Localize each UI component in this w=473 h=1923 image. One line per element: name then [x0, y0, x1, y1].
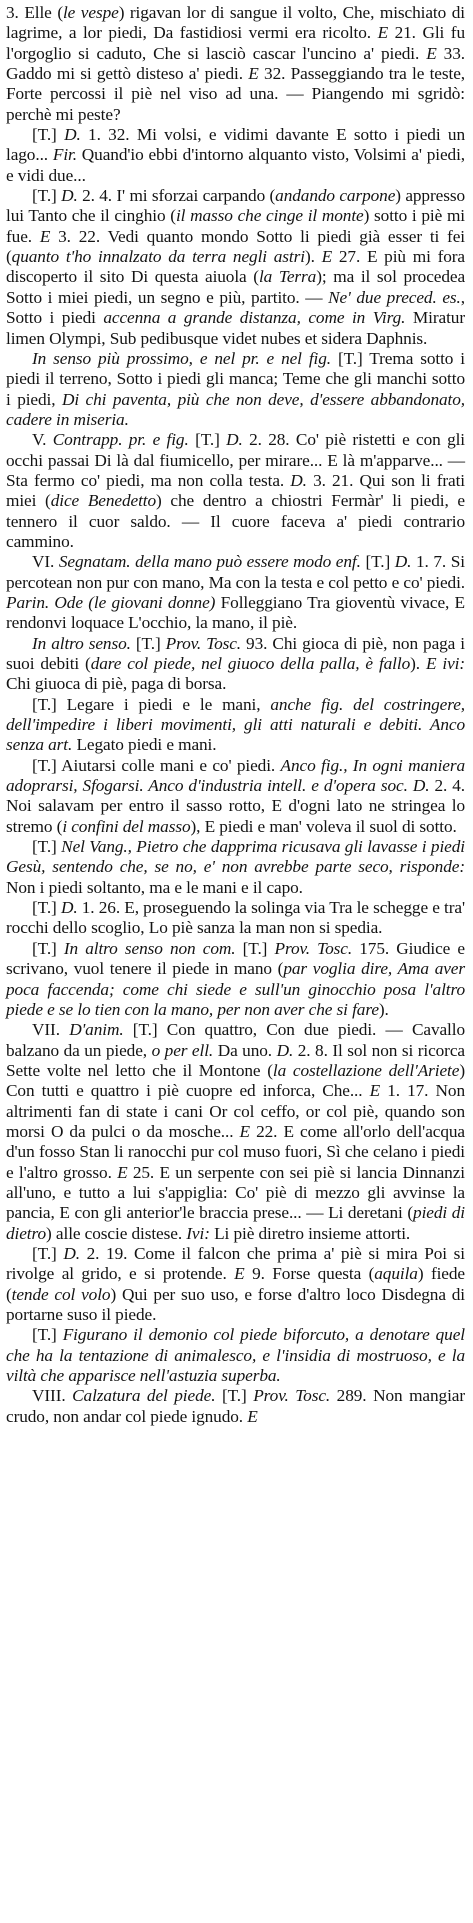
text-run: ) fiede ( — [6, 1264, 465, 1304]
italic-run: Ivi: — [186, 1223, 210, 1243]
italic-run: anche fig. del costringere, dell'impedire i liberi movimenti, gli atti naturali e debiti. Anco senza art. — [6, 694, 465, 755]
text-run: [T.] — [235, 938, 275, 958]
text-run: , Sotto i piedi — [6, 287, 465, 328]
text-run: 33. Gaddo mi si gettò disteso a' piedi. — [6, 43, 465, 84]
italic-run: D'anim. — [69, 1020, 124, 1040]
text-run: ) alle coscie distese. — [46, 1223, 187, 1243]
entry-paragraph — [6, 430, 465, 552]
italic-run: D. — [226, 430, 243, 450]
text-run: [T.] — [32, 938, 64, 958]
text-run: ); ma il sol procedea Sotto i miei piedi, un segno e più, partito. — — [6, 267, 466, 307]
text-run: VII. — [32, 1020, 70, 1040]
text-run: ) Con tutti e quattro i piè cuopre ed inforca, Che... — [6, 1060, 465, 1101]
text-run: ) appresso lui Tanto che il cinghio ( — [6, 186, 465, 226]
entry-paragraph — [6, 1325, 465, 1386]
entry-paragraph — [6, 1020, 465, 1244]
italic-run: In senso più prossimo, e nel pr. e nel fig. — [32, 348, 331, 368]
italic-run: Nel Vang., Pietro che dapprima ricusava gli lavasse i piedi Gesù, sentendo che, se no, e' non avrebbe parte seco, risponde: — [6, 837, 465, 877]
text-run: [T.] — [32, 1243, 64, 1263]
italic-run: Segnatam. della mano può essere modo enf. — [58, 552, 361, 572]
italic-run: la Terra — [258, 267, 317, 287]
text-run: [T.] — [32, 837, 62, 857]
text-run: 3. 21. Qui son li frati miei ( — [6, 470, 465, 511]
text-run: Miratur limen Olympi, Sub pedibusque videt nubes et sidera Daphnis. — [6, 308, 465, 348]
text-run: 2. 8. Il sol non si ricorca Sette volte nel letto che il Montone ( — [6, 1040, 465, 1080]
italic-run: Ne' due preced. es. — [328, 287, 461, 307]
text-run: Chi giuoca di piè, paga di borsa. — [6, 674, 227, 694]
entry-paragraph — [6, 756, 465, 837]
entry-paragraph — [6, 837, 465, 898]
italic-run: dare col piede, nel giuoco della palla, è fallo — [90, 654, 411, 673]
text-run: 21. Gli fu l'orgoglio si caduto, Che si lasciò cascar l'uncino a' piedi. — [6, 23, 465, 63]
italic-run: E — [239, 1121, 251, 1141]
text-run: 2. 4. Noi salavam per entro il sasso rotto, E d'ogni lato ne stringea lo stremo ( — [6, 776, 465, 836]
italic-run: andando carpone — [275, 186, 396, 206]
italic-run: par voglia dire, Ama aver poca faccenda; come chi siede e sull'un ginocchio posa l'altro piede e se lo tien con la mano, per non aver che si fare — [6, 959, 465, 1019]
text-run: ) sotto i piè mi fue. — [6, 206, 466, 246]
text-run: ) che dentro a chiostri Fermàr' li piedi, e tennero il cuor saldo. — Il cuore faceva a' piedi contrario cammino. — [6, 491, 465, 551]
text-run: [T.] — [32, 898, 61, 918]
entry-paragraph — [6, 552, 465, 633]
text-run: [T.] — [215, 1386, 254, 1406]
text-run: [T.] — [32, 186, 62, 206]
italic-run: In altro senso non com. — [63, 938, 236, 958]
text-run: 1. 26. E, proseguendo la solinga via Tra le schegge e tra' rocchi dello scoglio, Lo piè sanza la man non si spedia. — [6, 898, 465, 938]
italic-run: aquila — [374, 1264, 418, 1284]
text-run: 1. 7. Si percotean non pur con mano, Ma con la testa e col petto e co' piedi. — [6, 552, 465, 592]
italic-run: piedi di dietro — [6, 1203, 465, 1243]
text-run: ) Qui per suo uso, e forse d'altro loco Disdegna di portarne suso il piede. — [6, 1284, 466, 1324]
text-run: Quand'io ebbi d'intorno alquanto visto, Volsimi a' piedi, e vidi due... — [6, 145, 466, 185]
text-run: [T.] — [130, 633, 166, 653]
italic-run: Prov. Tosc. — [165, 633, 242, 653]
italic-run: le vespe — [62, 3, 119, 22]
text-run: ). — [378, 999, 389, 1019]
italic-run: D. — [394, 552, 412, 572]
italic-run: E — [369, 1081, 381, 1101]
text-run: 3. Elle ( — [6, 3, 63, 22]
italic-run: Calzatura del piede. — [72, 1386, 216, 1406]
italic-run: Fir. — [52, 145, 77, 165]
entry-paragraph — [6, 695, 465, 756]
italic-run: D. — [63, 1243, 80, 1263]
italic-run: dice Benedetto — [50, 491, 157, 511]
text-run: ). — [410, 654, 426, 673]
text-run: 93. Chi gioca di piè, non paga i suoi debiti ( — [6, 633, 465, 673]
text-run: [T.] Con quattro, Con due piedi. — Cavallo balzano da un piede, — [6, 1020, 466, 1060]
text-run: [T.] — [32, 1325, 63, 1345]
italic-run: D. — [276, 1040, 294, 1060]
italic-run: D. — [61, 186, 78, 206]
text-run: 32. Passeggiando tra le teste, Forte percossi il piè nel viso ad una. — Piangendo mi sgridò: perchè mi peste? — [6, 64, 465, 124]
text-run: VIII. — [32, 1386, 73, 1406]
italic-run: Di chi paventa, più che non deve, d'essere abbandonato, cadere in miseria. — [6, 389, 465, 429]
italic-run: o per ell. — [151, 1040, 214, 1060]
entry-paragraph — [6, 349, 465, 430]
text-run: 3. 22. Vedi quanto mondo Sotto li piedi già esser ti fei ( — [6, 226, 465, 267]
italic-run: In altro senso. — [32, 633, 131, 653]
entry-paragraph — [6, 1244, 465, 1325]
text-run: 175. Giudice e scrivano, vuol tenere il piede in mano ( — [6, 938, 465, 979]
entry-paragraph — [6, 1386, 465, 1427]
italic-run: quanto t'ho innalzato da terra negli astri — [11, 247, 305, 267]
text-run: ), E piedi e man' voleva il suol di sotto. — [190, 816, 457, 836]
text-run: 2. 28. Co' piè ristetti e con gli occhi passai Di là dal fiumicello, per mirare... E là m'apparve... — Sta fermo co' piedi, ma non colla testa. — [6, 430, 466, 490]
text-run: V. — [32, 430, 53, 450]
text-run: 289. Non mangiar crudo, non andar col piede ignudo. — [6, 1386, 465, 1426]
italic-run: Figurano il demonio col piede biforcuto, a denotare quel che ha la tentazione di animalesco, e l'insidia di mostruoso, e la viltà che apparisce nell'astuzia superba. — [6, 1325, 465, 1386]
text-run: Non i piedi soltanto, ma e le mani e il capo. — [6, 877, 303, 897]
entry-paragraph — [6, 634, 465, 695]
text-run: [T.] Legare i piedi e le mani, — [32, 694, 271, 714]
italic-run: accenna a grande distanza, come in Virg. — [103, 308, 406, 328]
italic-run: E — [247, 1406, 258, 1426]
entry-paragraph — [6, 3, 465, 125]
entry-paragraph — [6, 898, 465, 939]
text-run: VI. — [32, 552, 59, 572]
text-run: ). — [304, 247, 322, 267]
italic-run: la costellazione dell'Ariete — [272, 1060, 460, 1080]
italic-run: E — [117, 1162, 128, 1182]
text-run: 1. 17. Non altrimenti fan di state i cani Or col ceffo, or col piè, quando son morsi O da pulci o da mosche... — [6, 1081, 465, 1141]
italic-run: D. — [290, 470, 307, 490]
text-run: [T.] — [32, 125, 65, 145]
italic-run: Anco fig., In ogni maniera adoprarsi, Sfogarsi. Anco d'industria intell. e d'opera soc. D. — [6, 755, 466, 796]
italic-run: E — [321, 247, 333, 267]
text-run: 25. E un serpente con sei piè si lancia Dinnanzi all'uno, e tutto a lui s'appiglia: Co' piè di mezzo gli avvinse la pancia, E con gli anterior'le braccia prese... — Li deretani ( — [6, 1162, 465, 1223]
italic-run: Contrapp. pr. e fig. — [52, 430, 189, 450]
italic-run: Prov. Tosc. — [253, 1386, 331, 1406]
text-run: ) rigavan lor di sangue il volto, Che, mischiato di lagrime, a lor piedi, Da fastidiosi vermi era ricolto. — [6, 3, 465, 43]
italic-run: Parin. Ode (le giovani donne) — [6, 592, 216, 612]
text-run: [T.] — [360, 552, 395, 572]
text-run: [T.] Aiutarsi colle mani e co' piedi. — [32, 755, 281, 775]
text-run: 9. Forse questa ( — [244, 1264, 375, 1284]
italic-run: E — [39, 226, 51, 246]
italic-run: D. — [60, 898, 78, 918]
italic-run: E — [248, 64, 259, 84]
italic-run: E ivi: — [425, 654, 465, 673]
dictionary-entry-text — [6, 3, 465, 1427]
entry-paragraph — [6, 125, 465, 186]
italic-run: il masso che cinge il monte — [175, 206, 364, 226]
italic-run: E — [426, 43, 437, 63]
italic-run: Prov. Tosc. — [274, 938, 353, 958]
entry-paragraph — [6, 939, 465, 1020]
italic-run: E — [234, 1264, 245, 1284]
text-run: [T.] Trema sotto i piedi il terreno, Sotto i piedi gli manca; Teme che gli manchi sotto i piedi, — [6, 348, 465, 409]
italic-run: E — [377, 23, 389, 43]
text-run: 1. 32. Mi volsi, e vidimi davante E sotto i piedi un lago... — [6, 125, 465, 165]
text-run: 22. E come all'orlo dell'acqua d'un fosso Stan li ranocchi pur col muso fuori, Sì che celano i piedi e l'altro grosso. — [6, 1121, 465, 1182]
italic-run: tende col volo — [11, 1284, 111, 1304]
text-run: 2. 4. I' mi sforzai carpando ( — [77, 186, 276, 206]
text-run: [T.] — [188, 430, 227, 450]
text-run: Folleggiano Tra gioventù vivace, E rendonvi loquace L'occhio, la mano, il piè. — [6, 592, 466, 633]
italic-run: D. — [64, 125, 81, 145]
text-run: Li piè diretro insieme attorti. — [209, 1223, 411, 1243]
text-run: 27. E più mi fora discoperto il sito Di questa aiuola ( — [6, 247, 465, 287]
text-run: Da uno. — [213, 1040, 277, 1060]
italic-run: i confini del masso — [62, 816, 191, 836]
text-run: 2. 19. Come il falcon che prima a' piè si mira Poi si rivolge al grido, e si protende. — [6, 1243, 465, 1284]
text-run: Legato piedi e mani. — [72, 735, 217, 755]
entry-paragraph — [6, 186, 465, 349]
